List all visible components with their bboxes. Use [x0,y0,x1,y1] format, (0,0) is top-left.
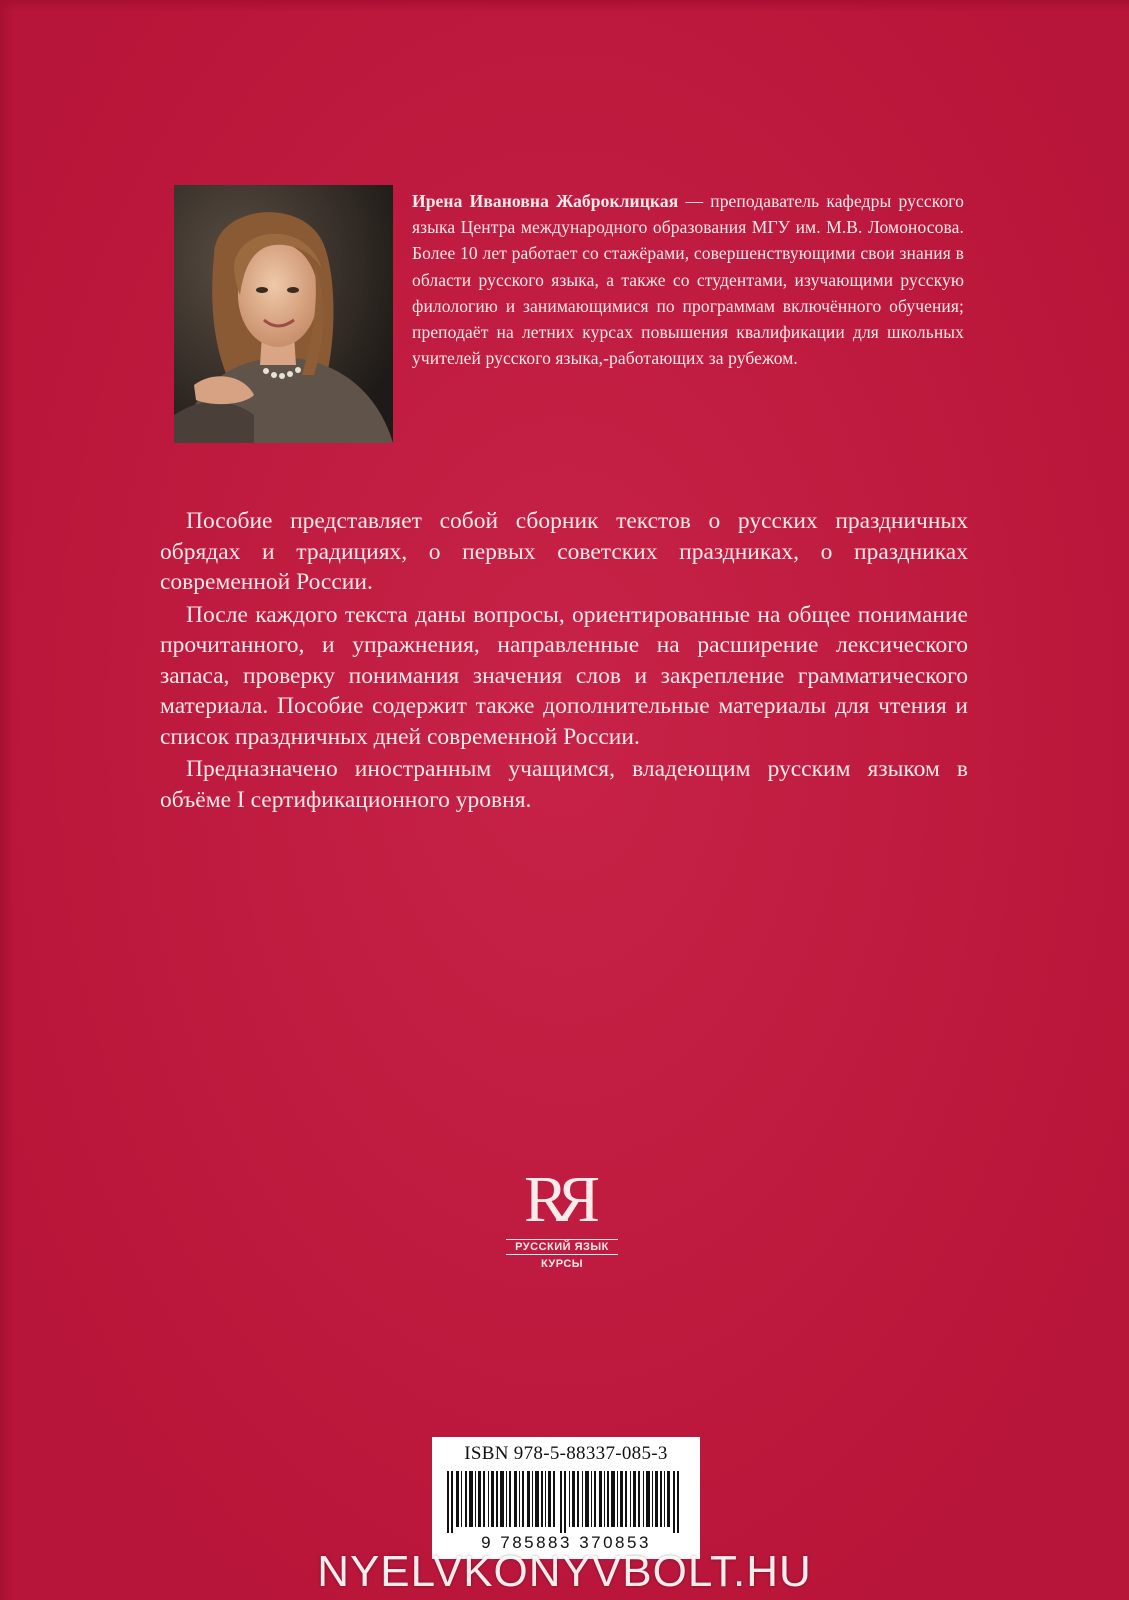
author-bio [412,188,964,371]
isbn-number: ISBN 978-5-88337-085-3 [464,1443,668,1464]
publisher-series: КУРСЫ [540,1258,584,1270]
barcode-box [432,1437,700,1559]
ean-number: 9 785883 370853 [481,1533,651,1552]
cover-edge-left [0,0,14,1600]
logo-letter-right: R [562,1163,601,1236]
cover-edge-top [0,0,1129,12]
author-bio-text: — преподаватель кафедры русского языка Центра международного образования МГУ им. М.В. Ломоносова. Более 10 лет работает со стажёрами, совершенствующими свои знания в области русского языка, а также со студентами, изучающими русскую филологию и занимающимися по программам включённого обучения; преподаёт на летних курсах повышения квалификации для школьных учителей русского языка,-работающих за рубежом. [412,191,964,369]
description-paragraph: Предназначено иностранным учащимся, владеющим русским языком в объёме I сертификационного уровня. [160,756,968,813]
book-description [160,506,968,817]
barcode-icon [447,1471,685,1533]
publisher-logo-mark [502,1165,622,1235]
publisher-logo [502,1165,622,1295]
author-name: Ирена Ивановна Жаброклицкая [412,191,679,211]
description-paragraph: После каждого текста даны вопросы, ориентированные на общее понимание прочитанного, и упражнения, направленные на расширение лексического запаса, проверку понимания значения слов и закрепление грамматического материала. Пособие содержит также дополнительные материалы для чтения и список праздничных дней современной России. [160,601,968,750]
description-paragraph: Пособие представляет собой сборник текстов о русских праздничных обрядах и традициях, о первых советских праздниках, о праздниках современной России. [160,508,968,595]
watermark-text: NYELVKONYVBOLT.HU [317,1547,812,1596]
publisher-name: РУССКИЙ ЯЗЫК [506,1239,618,1255]
logo-letter-left: R [523,1163,562,1236]
author-portrait-illustration [174,185,393,443]
author-photo [174,185,393,443]
